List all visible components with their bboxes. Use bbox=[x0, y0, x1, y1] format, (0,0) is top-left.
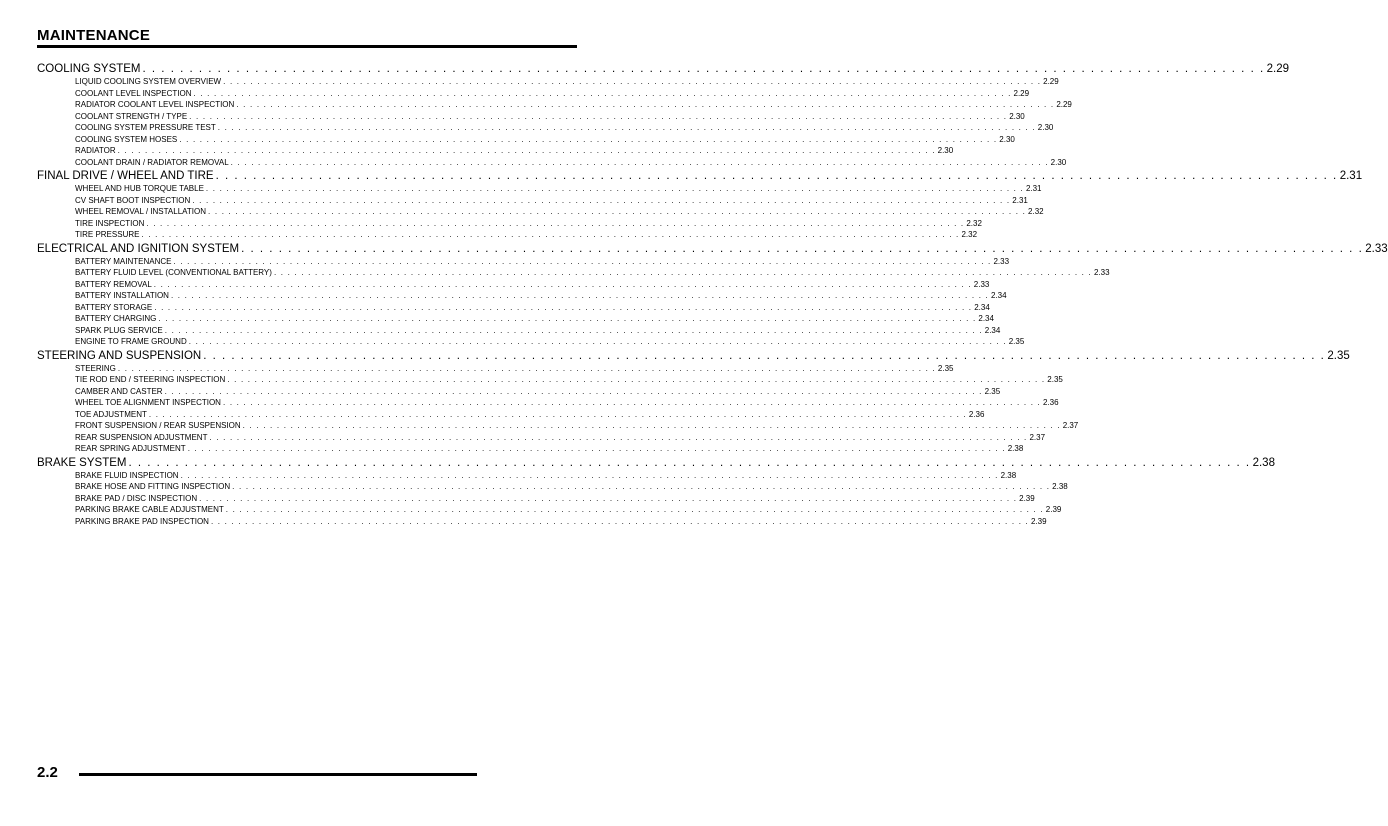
toc-entry-title: COOLING SYSTEM PRESSURE TEST bbox=[75, 123, 216, 132]
toc-entry-page: 2.39 bbox=[1030, 516, 1047, 526]
toc-entry-title: PARKING BRAKE PAD INSPECTION bbox=[75, 516, 209, 526]
toc-entry bbox=[75, 493, 1035, 505]
toc-entry-page: 2.30 bbox=[1050, 157, 1067, 167]
page-number: 2.2 bbox=[37, 764, 58, 781]
toc-entry-title: WHEEL REMOVAL / INSTALLATION bbox=[75, 207, 206, 216]
toc-entry bbox=[75, 218, 982, 230]
toc-entry bbox=[75, 420, 1079, 432]
toc-entry-page: 2.39 bbox=[1045, 505, 1062, 514]
dot-leader: . . . . . . . . . . . . . . . . . . . . . . . . . . . . . . . . . . . . . . . . . . . . . . . . . . . . . . . . . . . . . . . . . . . . . . . . . . . . . . . . . . . . . . . . . . . . . . . . . . . . . . . . . . . . . . . . . . . . . . . . bbox=[141, 230, 960, 239]
toc-section-heading-title: ELECTRICAL AND IGNITION SYSTEM bbox=[37, 242, 240, 255]
toc-entry bbox=[75, 302, 990, 314]
toc-entry-title: BATTERY STORAGE bbox=[75, 302, 153, 312]
dot-leader: . . . . . . . . . . . . . . . . . . . . . . . . . . . . . . . . . . . . . . . . . . . . . . . . . . . . . . . . . . . . . . . . . . . . . . . . . . . . . . . . . . . . . . . . . . . . . . . . . . . . . . . . . . . . . . . . . . . . . . . . bbox=[215, 170, 1338, 182]
toc-entry-page: 2.38 bbox=[1007, 444, 1024, 453]
toc-section-heading-page: 2.35 bbox=[1327, 349, 1350, 362]
toc-entry-title: SPARK PLUG SERVICE bbox=[75, 325, 163, 335]
toc-entry bbox=[75, 516, 1047, 528]
dot-leader: . . . . . . . . . . . . . . . . . . . . . . . . . . . . . . . . . . . . . . . . . . . . . . . . . . . . . . . . . . . . . . . . . . . . . . . . . . . . . . . . . . . . . . . . . . . . . . . . . . . . . . . . . . . . . . . . . . . . . . . . bbox=[142, 63, 1265, 75]
dot-leader: . . . . . . . . . . . . . . . . . . . . . . . . . . . . . . . . . . . . . . . . . . . . . . . . . . . . . . . . . . . . . . . . . . . . . . . . . . . . . . . . . . . . . . . . . . . . . . . . . . . . . . . . . . . . . . . . . . . . . . . . bbox=[189, 111, 1008, 121]
toc-entry bbox=[75, 145, 954, 157]
toc-entry-page: 2.35 bbox=[937, 363, 954, 373]
dot-leader: . . . . . . . . . . . . . . . . . . . . . . . . . . . . . . . . . . . . . . . . . . . . . . . . . . . . . . . . . . . . . . . . . . . . . . . . . . . . . . . . . . . . . . . . . . . . . . . . . . . . . . . . . . . . . . . . . . . . . . . . bbox=[148, 409, 967, 419]
toc-entry-title: TIE ROD END / STEERING INSPECTION bbox=[75, 375, 226, 384]
toc-entry bbox=[75, 206, 1044, 218]
toc-entry-page: 2.32 bbox=[961, 230, 978, 239]
toc-section-heading-page: 2.31 bbox=[1339, 170, 1363, 182]
toc-section-heading-page: 2.33 bbox=[1365, 242, 1388, 255]
toc-entry-page: 2.38 bbox=[1052, 482, 1068, 491]
toc-entry-title: COOLANT STRENGTH / TYPE bbox=[75, 111, 188, 121]
toc-entry-page: 2.34 bbox=[978, 314, 994, 323]
toc-section-heading-title: BRAKE SYSTEM bbox=[37, 456, 127, 469]
dot-leader: . . . . . . . . . . . . . . . . . . . . . . . . . . . . . . . . . . . . . . . . . . . . . . . . . . . . . . . . . . . . . . . . . . . . . . . . . . . . . . . . . . . . . . . . . . . . . . . . . . . . . . . . . . . . . . . . . . . . . . . . bbox=[170, 291, 989, 300]
dot-leader: . . . . . . . . . . . . . . . . . . . . . . . . . . . . . . . . . . . . . . . . . . . . . . . . . . . . . . . . . . . . . . . . . . . . . . . . . . . . . . . . . . . . . . . . . . . . . . . . . . . . . . . . . . . . . . . . . . . . . . . . bbox=[153, 279, 972, 289]
toc-section-heading bbox=[37, 456, 1275, 470]
toc-entry bbox=[75, 134, 1015, 146]
toc-section-heading-page: 2.38 bbox=[1252, 456, 1275, 469]
toc-entry-page: 2.36 bbox=[968, 409, 985, 419]
dot-leader: . . . . . . . . . . . . . . . . . . . . . . . . . . . . . . . . . . . . . . . . . . . . . . . . . . . . . . . . . . . . . . . . . . . . . . . . . . . . . . . . . . . . . . . . . . . . . . . . . . . . . . . . . . . . . . . . . . . . . . . . bbox=[199, 493, 1018, 503]
header-divider bbox=[37, 45, 577, 48]
toc-entry-page: 2.30 bbox=[1009, 111, 1025, 121]
toc-entry bbox=[75, 267, 1110, 279]
toc-entry-page: 2.34 bbox=[974, 302, 990, 312]
toc-entry-page: 2.35 bbox=[1047, 375, 1063, 384]
toc-entry bbox=[75, 386, 1001, 398]
dot-leader: . . . . . . . . . . . . . . . . . . . . . . . . . . . . . . . . . . . . . . . . . . . . . . . . . . . . . . . . . . . . . . . . . . . . . . . . . . . . . . . . . . . . . . . . . . . . . . . . . . . . . . . . . . . . . . . . . . . . . . . . bbox=[232, 482, 1051, 491]
toc-entry bbox=[75, 256, 1010, 268]
toc-entry bbox=[75, 409, 985, 421]
dot-leader: . . . . . . . . . . . . . . . . . . . . . . . . . . . . . . . . . . . . . . . . . . . . . . . . . . . . . . . . . . . . . . . . . . . . . . . . . . . . . . . . . . . . . . . . . . . . . . . . . . . . . . . . . . . . . . . . . . . . . . . . bbox=[242, 421, 1061, 430]
toc-entry-page: 2.39 bbox=[1019, 493, 1035, 503]
toc-entry bbox=[75, 443, 1024, 455]
toc-entry-page: 2.31 bbox=[1012, 195, 1028, 205]
toc-entry-title: WHEEL TOE ALIGNMENT INSPECTION bbox=[75, 398, 221, 407]
toc-entry bbox=[75, 432, 1046, 444]
toc-entry-title: BATTERY CHARGING bbox=[75, 314, 157, 323]
dot-leader: . . . . . . . . . . . . . . . . . . . . . . . . . . . . . . . . . . . . . . . . . . . . . . . . . . . . . . . . . . . . . . . . . . . . . . . . . . . . . . . . . . . . . . . . . . . . . . . . . . . . . . . . . . . . . . . . . . . . . . . . bbox=[208, 207, 1027, 216]
toc-entry-title: COOLANT LEVEL INSPECTION bbox=[75, 88, 192, 98]
toc-entry bbox=[75, 363, 954, 375]
toc-entry bbox=[75, 325, 1001, 337]
dot-leader: . . . . . . . . . . . . . . . . . . . . . . . . . . . . . . . . . . . . . . . . . . . . . . . . . . . . . . . . . . . . . . . . . . . . . . . . . . . . . . . . . . . . . . . . . . . . . . . . . . . . . . . . . . . . . . . . . . . . . . . . bbox=[187, 444, 1006, 453]
toc-entry-page: 2.31 bbox=[1025, 184, 1042, 193]
toc-entry-page: 2.34 bbox=[984, 325, 1001, 335]
toc-entry-title: BRAKE HOSE AND FITTING INSPECTION bbox=[75, 482, 231, 491]
toc-entry bbox=[75, 111, 1025, 123]
toc-entry-title: CAMBER AND CASTER bbox=[75, 386, 163, 396]
toc-entry-title: REAR SPRING ADJUSTMENT bbox=[75, 444, 186, 453]
toc-entry bbox=[75, 183, 1042, 195]
dot-leader: . . . . . . . . . . . . . . . . . . . . . . . . . . . . . . . . . . . . . . . . . . . . . . . . . . . . . . . . . . . . . . . . . . . . . . . . . . . . . . . . . . . . . . . . . . . . . . . . . . . . . . . . . . . . . . . . . . . . . . . . bbox=[173, 256, 992, 266]
dot-leader: . . . . . . . . . . . . . . . . . . . . . . . . . . . . . . . . . . . . . . . . . . . . . . . . . . . . . . . . . . . . . . . . . . . . . . . . . . . . . . . . . . . . . . . . . . . . . . . . . . . . . . . . . . . . . . . . . . . . . . . . bbox=[210, 516, 1029, 526]
dot-leader: . . . . . . . . . . . . . . . . . . . . . . . . . . . . . . . . . . . . . . . . . . . . . . . . . . . . . . . . . . . . . . . . . . . . . . . . . . . . . . . . . . . . . . . . . . . . . . . . . . . . . . . . . . . . . . . . . . . . . . . . bbox=[236, 100, 1055, 109]
toc-entry-page: 2.32 bbox=[966, 218, 982, 228]
dot-leader: . . . . . . . . . . . . . . . . . . . . . . . . . . . . . . . . . . . . . . . . . . . . . . . . . . . . . . . . . . . . . . . . . . . . . . . . . . . . . . . . . . . . . . . . . . . . . . . . . . . . . . . . . . . . . . . . . . . . . . . . bbox=[193, 88, 1012, 98]
toc-section bbox=[37, 62, 1290, 168]
toc-entry-page: 2.37 bbox=[1062, 421, 1079, 430]
toc-entry bbox=[75, 279, 990, 291]
toc-entry bbox=[75, 76, 1059, 88]
toc-entry-title: BATTERY REMOVAL bbox=[75, 279, 152, 289]
toc-entry bbox=[75, 290, 1007, 302]
toc-entry-title: TOE ADJUSTMENT bbox=[75, 409, 147, 419]
toc-entry-title: COOLING SYSTEM HOSES bbox=[75, 134, 178, 144]
toc-entry-title: TIRE PRESSURE bbox=[75, 230, 140, 239]
toc-section-heading-title: FINAL DRIVE / WHEEL AND TIRE bbox=[37, 170, 214, 182]
toc-entry-page: 2.33 bbox=[973, 279, 990, 289]
dot-leader: . . . . . . . . . . . . . . . . . . . . . . . . . . . . . . . . . . . . . . . . . . . . . . . . . . . . . . . . . . . . . . . . . . . . . . . . . . . . . . . . . . . . . . . . . . . . . . . . . . . . . . . . . . . . . . . . . . . . . . . . bbox=[241, 242, 1364, 255]
toc-section-heading-title: STEERING AND SUSPENSION bbox=[37, 349, 202, 362]
toc-entry-title: LIQUID COOLING SYSTEM OVERVIEW bbox=[75, 77, 222, 86]
dot-leader: . . . . . . . . . . . . . . . . . . . . . . . . . . . . . . . . . . . . . . . . . . . . . . . . . . . . . . . . . . . . . . . . . . . . . . . . . . . . . . . . . . . . . . . . . . . . . . . . . . . . . . . . . . . . . . . . . . . . . . . . bbox=[223, 77, 1042, 86]
toc-entry-page: 2.33 bbox=[993, 256, 1010, 266]
toc-entry-page: 2.30 bbox=[1037, 123, 1054, 132]
toc-entry-title: ENGINE TO FRAME GROUND bbox=[75, 337, 187, 346]
toc-entry bbox=[75, 157, 1067, 169]
dot-leader: . . . . . . . . . . . . . . . . . . . . . . . . . . . . . . . . . . . . . . . . . . . . . . . . . . . . . . . . . . . . . . . . . . . . . . . . . . . . . . . . . . . . . . . . . . . . . . . . . . . . . . . . . . . . . . . . . . . . . . . . bbox=[128, 456, 1251, 469]
dot-leader: . . . . . . . . . . . . . . . . . . . . . . . . . . . . . . . . . . . . . . . . . . . . . . . . . . . . . . . . . . . . . . . . . . . . . . . . . . . . . . . . . . . . . . . . . . . . . . . . . . . . . . . . . . . . . . . . . . . . . . . . bbox=[180, 470, 999, 480]
toc-section-heading-page: 2.29 bbox=[1266, 63, 1290, 75]
toc-section bbox=[37, 169, 1363, 241]
toc-entry-page: 2.35 bbox=[1008, 337, 1025, 346]
toc-entry bbox=[75, 195, 1028, 207]
toc-entry-title: RADIATOR bbox=[75, 146, 116, 155]
toc-entry bbox=[75, 229, 978, 241]
toc-entry-title: COOLANT DRAIN / RADIATOR REMOVAL bbox=[75, 157, 229, 167]
toc-section bbox=[37, 349, 1350, 455]
toc-entry bbox=[75, 122, 1054, 134]
toc-section-heading bbox=[37, 349, 1350, 363]
toc-entry-title: TIRE INSPECTION bbox=[75, 218, 145, 228]
dot-leader: . . . . . . . . . . . . . . . . . . . . . . . . . . . . . . . . . . . . . . . . . . . . . . . . . . . . . . . . . . . . . . . . . . . . . . . . . . . . . . . . . . . . . . . . . . . . . . . . . . . . . . . . . . . . . . . . . . . . . . . . bbox=[146, 218, 965, 228]
toc-entry bbox=[75, 481, 1068, 493]
dot-leader: . . . . . . . . . . . . . . . . . . . . . . . . . . . . . . . . . . . . . . . . . . . . . . . . . . . . . . . . . . . . . . . . . . . . . . . . . . . . . . . . . . . . . . . . . . . . . . . . . . . . . . . . . . . . . . . . . . . . . . . . bbox=[154, 302, 973, 312]
dot-leader: . . . . . . . . . . . . . . . . . . . . . . . . . . . . . . . . . . . . . . . . . . . . . . . . . . . . . . . . . . . . . . . . . . . . . . . . . . . . . . . . . . . . . . . . . . . . . . . . . . . . . . . . . . . . . . . . . . . . . . . . bbox=[273, 268, 1092, 277]
dot-leader: . . . . . . . . . . . . . . . . . . . . . . . . . . . . . . . . . . . . . . . . . . . . . . . . . . . . . . . . . . . . . . . . . . . . . . . . . . . . . . . . . . . . . . . . . . . . . . . . . . . . . . . . . . . . . . . . . . . . . . . . bbox=[179, 134, 998, 144]
toc-entry-title: REAR SUSPENSION ADJUSTMENT bbox=[75, 432, 208, 442]
toc-section-heading bbox=[37, 169, 1363, 183]
dot-leader: . . . . . . . . . . . . . . . . . . . . . . . . . . . . . . . . . . . . . . . . . . . . . . . . . . . . . . . . . . . . . . . . . . . . . . . . . . . . . . . . . . . . . . . . . . . . . . . . . . . . . . . . . . . . . . . . . . . . . . . . bbox=[225, 505, 1044, 514]
dot-leader: . . . . . . . . . . . . . . . . . . . . . . . . . . . . . . . . . . . . . . . . . . . . . . . . . . . . . . . . . . . . . . . . . . . . . . . . . . . . . . . . . . . . . . . . . . . . . . . . . . . . . . . . . . . . . . . . . . . . . . . . bbox=[117, 146, 936, 155]
dot-leader: . . . . . . . . . . . . . . . . . . . . . . . . . . . . . . . . . . . . . . . . . . . . . . . . . . . . . . . . . . . . . . . . . . . . . . . . . . . . . . . . . . . . . . . . . . . . . . . . . . . . . . . . . . . . . . . . . . . . . . . . bbox=[209, 432, 1028, 442]
toc-entry-page: 2.38 bbox=[1000, 470, 1017, 480]
dot-leader: . . . . . . . . . . . . . . . . . . . . . . . . . . . . . . . . . . . . . . . . . . . . . . . . . . . . . . . . . . . . . . . . . . . . . . . . . . . . . . . . . . . . . . . . . . . . . . . . . . . . . . . . . . . . . . . . . . . . . . . . bbox=[217, 123, 1036, 132]
dot-leader: . . . . . . . . . . . . . . . . . . . . . . . . . . . . . . . . . . . . . . . . . . . . . . . . . . . . . . . . . . . . . . . . . . . . . . . . . . . . . . . . . . . . . . . . . . . . . . . . . . . . . . . . . . . . . . . . . . . . . . . . bbox=[158, 314, 977, 323]
toc-entry-title: BATTERY INSTALLATION bbox=[75, 291, 169, 300]
toc-section-heading bbox=[37, 242, 1388, 256]
toc-entry-page: 2.32 bbox=[1028, 207, 1044, 216]
dot-leader: . . . . . . . . . . . . . . . . . . . . . . . . . . . . . . . . . . . . . . . . . . . . . . . . . . . . . . . . . . . . . . . . . . . . . . . . . . . . . . . . . . . . . . . . . . . . . . . . . . . . . . . . . . . . . . . . . . . . . . . . bbox=[222, 398, 1041, 407]
toc-entry bbox=[75, 397, 1059, 409]
dot-leader: . . . . . . . . . . . . . . . . . . . . . . . . . . . . . . . . . . . . . . . . . . . . . . . . . . . . . . . . . . . . . . . . . . . . . . . . . . . . . . . . . . . . . . . . . . . . . . . . . . . . . . . . . . . . . . . . . . . . . . . . bbox=[203, 349, 1326, 362]
toc-entry bbox=[75, 470, 1017, 482]
toc-entry-title: FRONT SUSPENSION / REAR SUSPENSION bbox=[75, 421, 241, 430]
toc-entry-page: 2.34 bbox=[990, 291, 1007, 300]
toc-section-heading-title: COOLING SYSTEM bbox=[37, 63, 141, 75]
dot-leader: . . . . . . . . . . . . . . . . . . . . . . . . . . . . . . . . . . . . . . . . . . . . . . . . . . . . . . . . . . . . . . . . . . . . . . . . . . . . . . . . . . . . . . . . . . . . . . . . . . . . . . . . . . . . . . . . . . . . . . . . bbox=[230, 157, 1049, 167]
toc-entry-title: BATTERY MAINTENANCE bbox=[75, 256, 172, 266]
toc-entry-page: 2.29 bbox=[1043, 77, 1059, 86]
toc-entry bbox=[75, 99, 1072, 111]
table-of-contents bbox=[37, 62, 1388, 528]
toc-entry-title: BRAKE PAD / DISC INSPECTION bbox=[75, 493, 198, 503]
page-title: MAINTENANCE bbox=[37, 27, 151, 44]
toc-entry-page: 2.37 bbox=[1029, 432, 1046, 442]
toc-entry bbox=[75, 313, 994, 325]
toc-entry bbox=[75, 374, 1063, 386]
dot-leader: . . . . . . . . . . . . . . . . . . . . . . . . . . . . . . . . . . . . . . . . . . . . . . . . . . . . . . . . . . . . . . . . . . . . . . . . . . . . . . . . . . . . . . . . . . . . . . . . . . . . . . . . . . . . . . . . . . . . . . . . bbox=[117, 363, 936, 373]
toc-entry bbox=[75, 504, 1062, 516]
dot-leader: . . . . . . . . . . . . . . . . . . . . . . . . . . . . . . . . . . . . . . . . . . . . . . . . . . . . . . . . . . . . . . . . . . . . . . . . . . . . . . . . . . . . . . . . . . . . . . . . . . . . . . . . . . . . . . . . . . . . . . . . bbox=[188, 337, 1007, 346]
dot-leader: . . . . . . . . . . . . . . . . . . . . . . . . . . . . . . . . . . . . . . . . . . . . . . . . . . . . . . . . . . . . . . . . . . . . . . . . . . . . . . . . . . . . . . . . . . . . . . . . . . . . . . . . . . . . . . . . . . . . . . . . bbox=[227, 375, 1046, 384]
dot-leader: . . . . . . . . . . . . . . . . . . . . . . . . . . . . . . . . . . . . . . . . . . . . . . . . . . . . . . . . . . . . . . . . . . . . . . . . . . . . . . . . . . . . . . . . . . . . . . . . . . . . . . . . . . . . . . . . . . . . . . . . bbox=[192, 195, 1011, 205]
dot-leader: . . . . . . . . . . . . . . . . . . . . . . . . . . . . . . . . . . . . . . . . . . . . . . . . . . . . . . . . . . . . . . . . . . . . . . . . . . . . . . . . . . . . . . . . . . . . . . . . . . . . . . . . . . . . . . . . . . . . . . . . bbox=[164, 386, 983, 396]
toc-entry-page: 2.36 bbox=[1042, 398, 1059, 407]
toc-entry-title: WHEEL AND HUB TORQUE TABLE bbox=[75, 184, 204, 193]
dot-leader: . . . . . . . . . . . . . . . . . . . . . . . . . . . . . . . . . . . . . . . . . . . . . . . . . . . . . . . . . . . . . . . . . . . . . . . . . . . . . . . . . . . . . . . . . . . . . . . . . . . . . . . . . . . . . . . . . . . . . . . . bbox=[164, 325, 983, 335]
toc-entry-page: 2.33 bbox=[1093, 268, 1110, 277]
toc-entry-title: CV SHAFT BOOT INSPECTION bbox=[75, 195, 191, 205]
toc-entry-title: STEERING bbox=[75, 363, 116, 373]
toc-section bbox=[37, 242, 1388, 348]
toc-entry-title: BRAKE FLUID INSPECTION bbox=[75, 470, 179, 480]
toc-entry-page: 2.35 bbox=[984, 386, 1001, 396]
toc-entry-page: 2.29 bbox=[1056, 100, 1072, 109]
toc-section-heading bbox=[37, 62, 1290, 76]
dot-leader: . . . . . . . . . . . . . . . . . . . . . . . . . . . . . . . . . . . . . . . . . . . . . . . . . . . . . . . . . . . . . . . . . . . . . . . . . . . . . . . . . . . . . . . . . . . . . . . . . . . . . . . . . . . . . . . . . . . . . . . . bbox=[205, 184, 1024, 193]
footer-divider bbox=[79, 773, 477, 776]
toc-entry bbox=[75, 336, 1025, 348]
toc-entry-page: 2.29 bbox=[1013, 88, 1030, 98]
toc-entry-title: BATTERY FLUID LEVEL (CONVENTIONAL BATTERY) bbox=[75, 268, 272, 277]
toc-entry-page: 2.30 bbox=[999, 134, 1015, 144]
toc-entry-page: 2.30 bbox=[937, 146, 954, 155]
toc-section bbox=[37, 456, 1275, 528]
toc-entry-title: PARKING BRAKE CABLE ADJUSTMENT bbox=[75, 505, 224, 514]
toc-entry-title: RADIATOR COOLANT LEVEL INSPECTION bbox=[75, 100, 235, 109]
toc-entry bbox=[75, 88, 1030, 100]
